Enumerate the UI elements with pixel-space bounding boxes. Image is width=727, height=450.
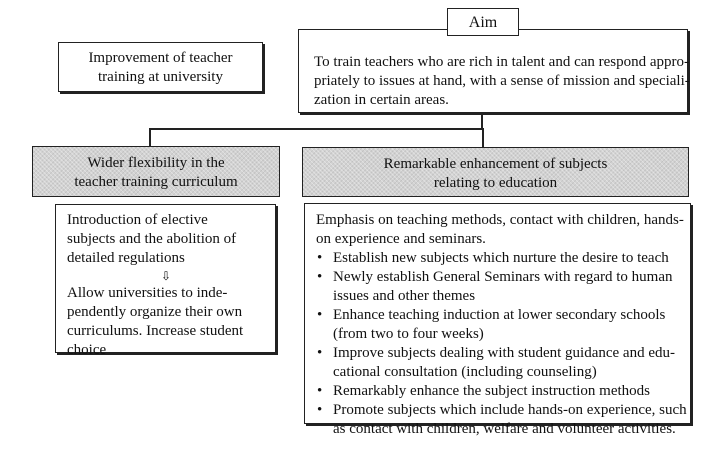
down-arrow-icon: ⇩ [160, 269, 172, 283]
enhancement-list [316, 249, 690, 439]
bullet-1-line-1: • Establish new subjects which nurture the desire to teach [333, 250, 669, 266]
left-body-line-7: choice [67, 342, 107, 358]
left-branch-body [55, 204, 276, 358]
aim-label-box [447, 8, 519, 36]
left-header-line-1: Wider flexibility in the [87, 155, 225, 171]
aim-line-1: To train teachers who are rich in talent and can respond appro- [314, 54, 690, 70]
improvement-line-2: training at university [98, 69, 223, 85]
bullet-item [316, 306, 690, 344]
bullet-item [316, 249, 690, 268]
bullet-3-line-1: • Enhance teaching induction at lower secondary schools [333, 307, 666, 323]
right-branch-header [302, 147, 689, 197]
right-intro-line-2: on experience and seminars. [316, 231, 486, 247]
aim-box [298, 29, 688, 113]
right-header-line-2: relating to education [433, 175, 558, 191]
right-intro-line-1: Emphasis on teaching methods, contact with children, hands- [316, 212, 684, 228]
aim-line-2: priately to issues at hand, with a sense of mission and speciali- [314, 73, 690, 89]
right-branch-body [304, 203, 691, 437]
bullet-item [316, 382, 690, 401]
left-body-line-5: pendently organize their own [67, 304, 243, 320]
bullet-3-line-2: (from two to four weeks) [333, 326, 484, 342]
bullet-item [316, 344, 690, 382]
bullet-4-line-1: • Improve subjects dealing with student guidance and edu- [333, 345, 675, 361]
right-header-line-1: Remarkable enhancement of subjects [383, 156, 608, 172]
connector-right-down [482, 128, 484, 147]
improvement-box [58, 42, 263, 92]
aim-line-3: zation in certain areas. [314, 92, 449, 108]
bullet-2-line-2: issues and other themes [333, 288, 476, 304]
connector-left-down [149, 128, 151, 146]
bullet-5-line-1: • Remarkably enhance the subject instruction methods [333, 383, 650, 399]
improvement-line-1: Improvement of teacher [88, 50, 233, 66]
left-body-line-2: subjects and the abolition of [67, 231, 237, 247]
left-body-line-4: Allow universities to inde- [67, 285, 228, 301]
bullet-item [316, 268, 690, 306]
bullet-6-line-1: • Promote subjects which include hands-on experience, such [333, 402, 687, 418]
connector-horizontal [149, 128, 483, 130]
bullet-4-line-2: cational consultation (including counseling) [333, 364, 597, 380]
connector-aim-down [481, 113, 483, 129]
left-body-line-1: Introduction of elective [67, 212, 208, 228]
aim-label: Aim [468, 14, 498, 31]
bullet-item [316, 401, 690, 439]
bullet-6-line-2: as contact with children, welfare and volunteer activities. [333, 421, 676, 437]
left-body-line-3: detailed regulations [67, 250, 185, 266]
left-header-line-2: teacher training curriculum [74, 174, 238, 190]
left-branch-header [32, 146, 280, 197]
bullet-2-line-1: • Newly establish General Seminars with regard to human [333, 269, 673, 285]
left-body-line-6: curriculums. Increase student [67, 323, 244, 339]
